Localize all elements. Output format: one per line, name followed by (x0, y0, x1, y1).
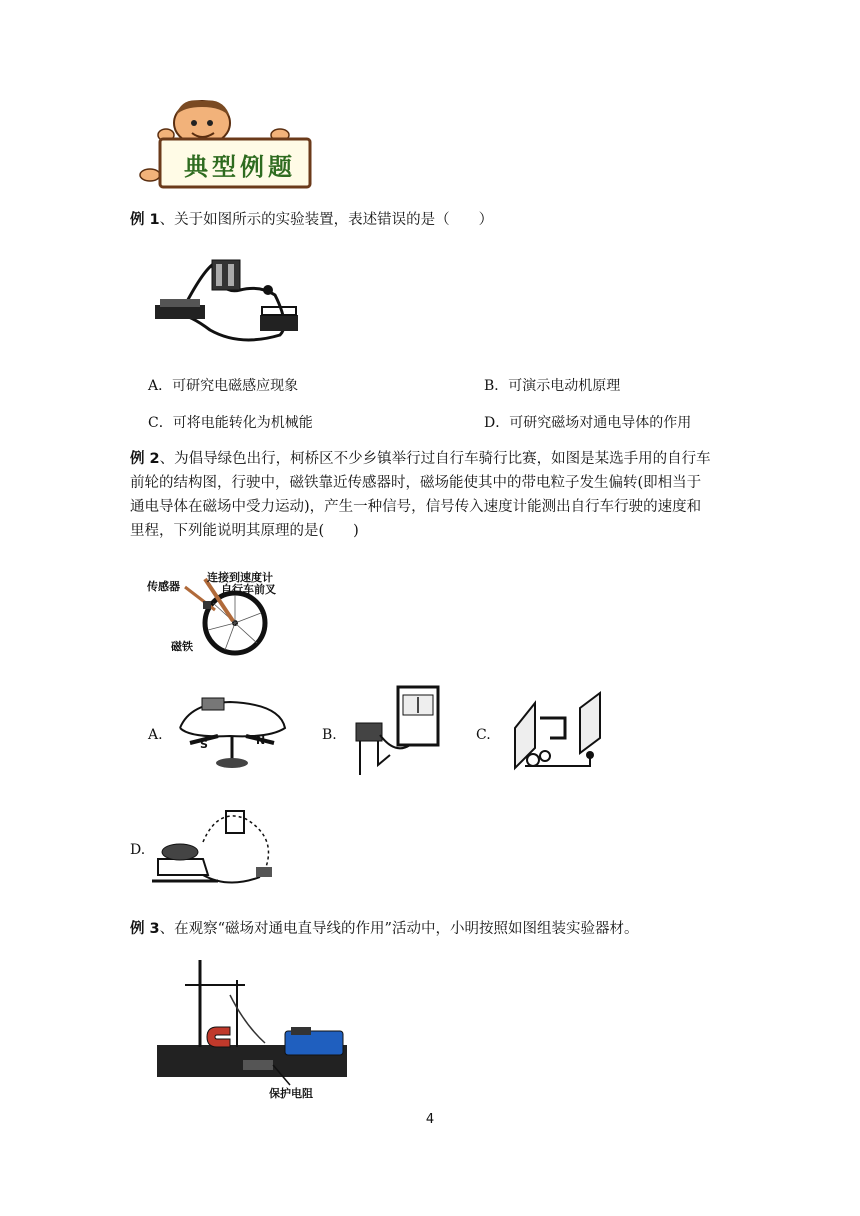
header-badge (130, 95, 320, 195)
ex1-figure (150, 255, 310, 350)
ex2-option-c-figure[interactable] (505, 688, 610, 773)
page-number: 4 (425, 1112, 435, 1127)
ex2-option-d-figure[interactable] (148, 797, 288, 889)
label-fork: 自行车前叉 (221, 583, 276, 596)
ex2-line2: 前轮的结构图，行驶中，磁铁靠近传感器时，磁场能使其中的带电粒子发生偏转(即相当于 (130, 475, 702, 491)
ex3-figure (155, 955, 355, 1103)
ex2-line1: 、为倡导绿色出行，柯桥区不少乡镇举行过自行车骑行比赛，如图是某选手用的自行车 (159, 451, 711, 467)
ex2-option-b-figure[interactable] (350, 685, 445, 780)
badge-title: 典型例题 (184, 152, 296, 181)
ex3-label: 例 3 (130, 921, 160, 937)
ex3-question (130, 917, 750, 941)
ex1-label: 例 1 (130, 212, 160, 228)
ex1-text: 、关于如图所示的实验装置，表述错误的是（ ） (159, 212, 494, 228)
ex2-option-a-figure[interactable] (170, 688, 295, 773)
generator-coil-image (505, 688, 610, 773)
ex2-option-d-label[interactable]: D. (130, 842, 146, 858)
battery-coil-image (148, 797, 288, 889)
ex2-line4: 里程，下列能说明其原理的是( ) (130, 523, 359, 539)
ex1-option-a[interactable]: A．可研究电磁感应现象 (148, 378, 299, 394)
ex1-question (130, 208, 750, 232)
ex2-option-b-label[interactable]: B. (322, 727, 337, 743)
label-magnet: 磁铁 (171, 640, 193, 653)
ex2-option-c-label[interactable]: C. (476, 727, 491, 743)
ex3-text: 、在观察“磁场对通电直导线的作用”活动中，小明按照如图组装实验器材。 (159, 921, 639, 937)
ex1-option-c[interactable]: C．可将电能转化为机械能 (148, 415, 313, 431)
motor-apparatus-image (150, 255, 310, 350)
pole-n: N (256, 734, 266, 747)
label-protective-resistor: 保护电阻 (269, 1087, 313, 1100)
ex1-option-d[interactable]: D．可研究磁场对通电导体的作用 (484, 415, 692, 431)
magnet-wire-apparatus-image (155, 955, 355, 1103)
ex1-option-b[interactable]: B．可演示电动机原理 (484, 378, 621, 394)
label-connect: 连接到速度计 (207, 571, 273, 584)
pole-s: S (200, 738, 208, 751)
ex2-figure (145, 565, 285, 660)
galvanometer-image (350, 685, 445, 780)
label-sensor: 传感器 (147, 580, 180, 593)
ex2-question (130, 447, 750, 543)
ex2-line3: 通电导体在磁场中受力运动)，产生一种信号，信号传入速度计能测出自行车行驶的速度和 (130, 499, 702, 515)
ex2-label: 例 2 (130, 451, 160, 467)
ex2-option-a-label[interactable]: A. (148, 727, 163, 743)
compass-wire-image (170, 688, 295, 773)
